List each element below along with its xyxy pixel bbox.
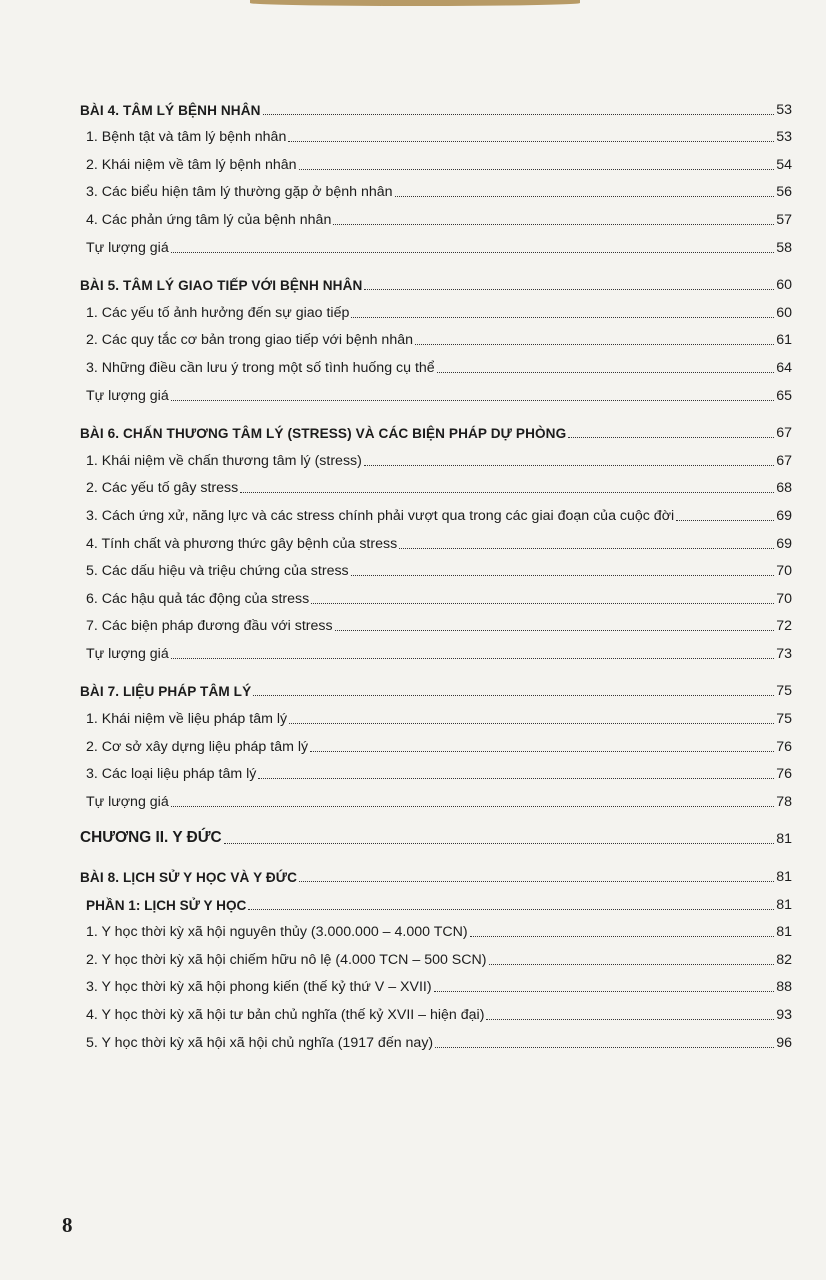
toc-entry-item — [80, 200, 792, 228]
toc-entry-lesson — [80, 266, 792, 294]
toc-entry-page: 81 — [776, 831, 792, 848]
dot-leader — [299, 881, 774, 882]
toc-entry-title: BÀI 4. TÂM LÝ BỆNH NHÂN — [80, 102, 261, 118]
dot-leader — [399, 548, 774, 549]
dot-leader — [224, 843, 775, 844]
toc-entry-item — [80, 321, 792, 349]
toc-entry-title: 1. Khái niệm về liệu pháp tâm lý — [86, 711, 288, 728]
toc-entry-title: BÀI 8. LỊCH SỬ Y HỌC VÀ Y ĐỨC — [80, 870, 298, 886]
toc-entry-page: 53 — [776, 101, 792, 118]
toc-entry-page: 70 — [776, 563, 792, 580]
dot-leader — [351, 317, 774, 318]
dot-leader — [435, 1047, 774, 1048]
toc-entry-title: 3. Các biểu hiện tâm lý thường gặp ở bệnh nhân — [86, 184, 393, 201]
toc-entry-page: 67 — [776, 425, 792, 442]
toc-entry-page: 88 — [776, 979, 792, 996]
toc-entry-title: BÀI 7. LIỆU PHÁP TÂM LÝ — [80, 684, 252, 700]
toc-entry-item — [80, 699, 792, 727]
toc-entry-title: Tự lượng giá — [86, 387, 169, 404]
toc-entry-page: 70 — [776, 590, 792, 607]
dot-leader — [171, 806, 775, 807]
toc-entry-item — [80, 441, 792, 469]
toc-entry-item — [80, 524, 792, 552]
toc-entry-page: 60 — [776, 277, 792, 294]
toc-entry-page: 81 — [776, 924, 792, 941]
section-gap — [80, 810, 792, 820]
toc-entry-title: 3. Những điều cần lưu ý trong một số tình huống cụ thể — [86, 359, 435, 376]
section-gap — [80, 256, 792, 266]
toc-entry-item — [80, 634, 792, 662]
dot-leader — [240, 492, 774, 493]
toc-entry-page: 57 — [776, 211, 792, 228]
toc-entry-page: 96 — [776, 1034, 792, 1051]
dot-leader — [489, 964, 775, 965]
dot-leader — [364, 465, 774, 466]
toc-entry-title: 1. Các yếu tố ảnh hưởng đến sự giao tiếp — [86, 304, 350, 321]
toc-entry-page: 68 — [776, 480, 792, 497]
dot-leader — [486, 1019, 774, 1020]
toc-entry-page: 76 — [776, 766, 792, 783]
toc-entry-title: 2. Y học thời kỳ xã hội chiếm hữu nô lệ (4.000 TCN – 500 SCN) — [86, 951, 487, 968]
toc-entry-page: 64 — [776, 359, 792, 376]
toc-entry-title: 1. Y học thời kỳ xã hội nguyên thủy (3.000.000 – 4.000 TCN) — [86, 924, 468, 941]
toc-entry-title: 2. Các quy tắc cơ bản trong giao tiếp với bệnh nhân — [86, 332, 413, 349]
toc-entry-page: 76 — [776, 738, 792, 755]
dot-leader — [310, 751, 774, 752]
toc-entry-item — [80, 782, 792, 810]
toc-entry-page: 75 — [776, 683, 792, 700]
toc-entry-item — [80, 118, 792, 146]
toc-entry-item — [80, 376, 792, 404]
toc-entry-title: Tự lượng giá — [86, 793, 169, 810]
dot-leader — [437, 372, 775, 373]
toc-entry-item — [80, 755, 792, 783]
toc-entry-item — [80, 552, 792, 580]
toc-entry-page: 53 — [776, 129, 792, 146]
toc-entry-item — [80, 995, 792, 1023]
toc-entry-title: 4. Các phản ứng tâm lý của bệnh nhân — [86, 211, 332, 228]
dot-leader — [311, 603, 774, 604]
section-gap — [80, 847, 792, 857]
toc-entry-item — [80, 228, 792, 256]
toc-entry-title: BÀI 5. TÂM LÝ GIAO TIẾP VỚI BỆNH NHÂN — [80, 278, 363, 294]
toc-entry-page: 69 — [776, 535, 792, 552]
toc-entry-item — [80, 607, 792, 635]
toc-entry-title: 2. Cơ sở xây dựng liệu pháp tâm lý — [86, 738, 309, 755]
toc-entry-page: 78 — [776, 793, 792, 810]
toc-entry-title: Tự lượng giá — [86, 239, 169, 256]
toc-entry-title: 2. Khái niệm về tâm lý bệnh nhân — [86, 156, 297, 173]
toc-entry-title: BÀI 6. CHẤN THƯƠNG TÂM LÝ (STRESS) VÀ CÁC BIỆN PHÁP DỰ PHÒNG — [80, 426, 567, 442]
toc-entry-chapter — [80, 820, 792, 848]
dot-leader — [335, 630, 775, 631]
dot-leader — [253, 695, 774, 696]
toc-entry-page: 72 — [776, 618, 792, 635]
dot-leader — [263, 114, 775, 115]
toc-entry-lesson — [80, 857, 792, 885]
toc-entry-item — [80, 727, 792, 755]
section-gap — [80, 404, 792, 414]
toc-entry-lesson — [80, 90, 792, 118]
toc-entry-title: 3. Các loại liệu pháp tâm lý — [86, 766, 257, 783]
dot-leader — [171, 400, 775, 401]
toc-entry-title: 4. Tính chất và phương thức gây bệnh của stress — [86, 535, 398, 552]
dot-leader — [299, 169, 775, 170]
dot-leader — [171, 658, 775, 659]
toc-entry-page: 81 — [776, 869, 792, 886]
dot-leader — [395, 196, 775, 197]
toc-entry-page: 67 — [776, 452, 792, 469]
toc-entry-part — [80, 885, 792, 913]
toc-entry-item — [80, 293, 792, 321]
toc-entry-title: 3. Y học thời kỳ xã hội phong kiến (thế kỷ thứ V – XVII) — [86, 979, 432, 996]
toc-entry-page: 93 — [776, 1007, 792, 1023]
toc-entry-title: Tự lượng giá — [86, 645, 169, 662]
dot-leader — [288, 141, 774, 142]
toc-entry-item — [80, 496, 792, 524]
toc-entry-lesson — [80, 414, 792, 442]
toc-entry-title: 4. Y học thời kỳ xã hội tư bản chủ nghĩa (thế kỷ XVII – hiện đại) — [86, 1007, 485, 1023]
toc-entry-item — [80, 968, 792, 996]
toc-entry-page: 58 — [776, 239, 792, 256]
toc-entry-page: 75 — [776, 711, 792, 728]
toc-entry-item — [80, 913, 792, 941]
toc-entry-title: 6. Các hậu quả tác động của stress — [86, 590, 310, 607]
dot-leader — [248, 909, 774, 910]
toc-entry-item — [80, 348, 792, 376]
toc-entry-page: 81 — [776, 896, 792, 913]
toc-entry-item — [80, 1023, 792, 1051]
toc-entry-title: 5. Y học thời kỳ xã hội xã hội chủ nghĩa (1917 đến nay) — [86, 1034, 434, 1051]
dot-leader — [415, 344, 774, 345]
toc-entry-page: 54 — [776, 156, 792, 173]
toc-entry-title: 5. Các dấu hiệu và triệu chứng của stress — [86, 563, 349, 580]
dot-leader — [351, 575, 775, 576]
book-binding-strip — [250, 0, 580, 6]
table-of-contents — [80, 90, 792, 1051]
dot-leader — [434, 991, 775, 992]
page-number: 8 — [62, 1213, 73, 1237]
dot-leader — [364, 289, 774, 290]
dot-leader — [171, 252, 775, 253]
dot-leader — [333, 224, 774, 225]
toc-entry-page: 82 — [776, 951, 792, 968]
toc-entry-title: PHẦN 1: LỊCH SỬ Y HỌC — [86, 897, 247, 913]
toc-entry-page: 65 — [776, 387, 792, 404]
toc-entry-title: 3. Cách ứng xử, năng lực và các stress chính phải vượt qua trong các giai đoạn của cuộc đời — [86, 507, 675, 524]
toc-entry-title: 2. Các yếu tố gây stress — [86, 480, 239, 497]
toc-entry-item — [80, 579, 792, 607]
dot-leader — [258, 778, 774, 779]
toc-entry-page: 73 — [776, 645, 792, 662]
toc-entry-lesson — [80, 672, 792, 700]
toc-entry-page: 56 — [776, 184, 792, 201]
section-gap — [80, 662, 792, 672]
toc-entry-item — [80, 173, 792, 201]
toc-entry-title: 1. Bệnh tật và tâm lý bệnh nhân — [86, 129, 287, 146]
dot-leader — [289, 723, 774, 724]
toc-entry-title: 7. Các biện pháp đương đầu với stress — [86, 618, 333, 635]
toc-entry-title: CHƯƠNG II. Y ĐỨC — [80, 829, 222, 847]
toc-entry-item — [80, 940, 792, 968]
toc-entry-page: 60 — [776, 304, 792, 321]
toc-entry-title: 1. Khái niệm về chấn thương tâm lý (stress) — [86, 452, 362, 469]
dot-leader — [568, 437, 774, 438]
toc-entry-item — [80, 469, 792, 497]
dot-leader — [676, 520, 774, 521]
toc-entry-item — [80, 145, 792, 173]
toc-entry-page: 61 — [776, 332, 792, 349]
toc-entry-page: 69 — [776, 507, 792, 524]
dot-leader — [470, 936, 775, 937]
